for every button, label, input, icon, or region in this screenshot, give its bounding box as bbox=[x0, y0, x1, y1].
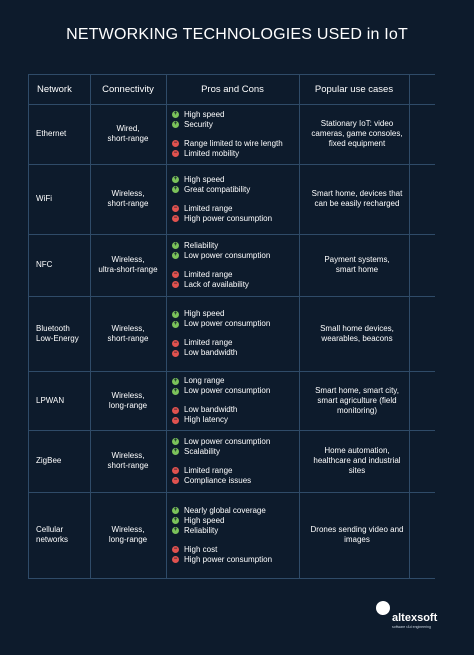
connectivity-line: long-range bbox=[108, 535, 148, 544]
header-pros-cons: Pros and Cons bbox=[201, 83, 264, 95]
use-case-line: monitoring) bbox=[336, 405, 377, 415]
plus-icon: + bbox=[173, 507, 178, 513]
pro-item bbox=[172, 175, 224, 185]
pro-item bbox=[172, 185, 250, 195]
con-item bbox=[172, 348, 237, 358]
con-text: Limited range bbox=[184, 338, 233, 347]
minus-icon: − bbox=[173, 140, 178, 146]
con-text: Low bandwidth bbox=[184, 348, 238, 357]
plus-icon: + bbox=[173, 377, 178, 384]
use-case-line: wearables, beacons bbox=[321, 333, 393, 343]
cell-pros-cons bbox=[172, 164, 300, 234]
pro-text: Low power consumption bbox=[184, 250, 271, 260]
minus-icon: − bbox=[173, 271, 178, 277]
cell-network: LPWAN bbox=[36, 395, 65, 405]
con-item bbox=[172, 204, 232, 214]
use-case-line: Stationary IoT: video bbox=[320, 119, 394, 128]
use-case-line: Home automation, bbox=[324, 446, 390, 455]
pro-item bbox=[172, 516, 224, 526]
pro-text: High speed bbox=[184, 174, 225, 184]
pro-text: High speed bbox=[184, 515, 225, 525]
use-case-line: smart agriculture (field bbox=[317, 395, 397, 405]
pro-text: Low power consumption bbox=[184, 436, 271, 446]
cell-use-cases bbox=[304, 104, 410, 164]
con-text: Limited range bbox=[184, 465, 233, 475]
plus-icon: + bbox=[173, 176, 178, 182]
use-case-line: images bbox=[344, 535, 370, 544]
minus-icon: − bbox=[173, 281, 178, 287]
cell-pros-cons bbox=[172, 296, 300, 371]
cell-network: Ethernet bbox=[36, 129, 67, 138]
minus-icon: − bbox=[173, 215, 178, 221]
use-case-line: Smart home, smart city, bbox=[315, 385, 399, 395]
cell-pros-cons bbox=[172, 430, 300, 492]
pro-text: High speed bbox=[184, 309, 225, 318]
cell-connectivity bbox=[92, 164, 164, 234]
pro-item bbox=[172, 376, 224, 386]
con-text: Range limited to wire length bbox=[184, 138, 283, 148]
con-item bbox=[172, 555, 272, 565]
con-text: High cost bbox=[184, 544, 218, 554]
network-name-line: networks bbox=[36, 535, 69, 544]
pro-item bbox=[172, 437, 270, 447]
minus-icon: − bbox=[173, 205, 178, 211]
con-text: High latency bbox=[184, 415, 229, 424]
use-case-line: smart home bbox=[335, 265, 379, 274]
minus-icon: − bbox=[173, 556, 178, 562]
cell-network bbox=[36, 296, 86, 371]
con-item bbox=[172, 270, 232, 280]
pro-text: Scalability bbox=[184, 446, 221, 456]
con-item bbox=[172, 149, 239, 159]
pro-item bbox=[172, 447, 220, 457]
cell-use-cases bbox=[304, 296, 410, 371]
cell-network: WiFi bbox=[36, 194, 52, 203]
con-text: High power consumption bbox=[184, 554, 273, 564]
cell-connectivity bbox=[92, 234, 164, 296]
con-item bbox=[172, 405, 237, 415]
con-text: Compliance issues bbox=[184, 475, 252, 485]
networking-table bbox=[28, 74, 435, 579]
header-network: Network bbox=[37, 83, 72, 95]
logo-tagline: software r&d engineering bbox=[392, 625, 431, 629]
use-case-line: Payment systems, bbox=[324, 255, 390, 264]
connectivity-line: short-range bbox=[107, 134, 149, 143]
minus-icon: − bbox=[173, 477, 178, 483]
connectivity-line: short-range bbox=[107, 333, 149, 343]
con-text: Lack of availability bbox=[184, 279, 249, 289]
cell-use-cases bbox=[304, 234, 410, 296]
plus-icon: + bbox=[173, 387, 178, 394]
con-text: High power consumption bbox=[184, 213, 273, 223]
network-name-line: Low-Energy bbox=[36, 333, 79, 343]
pro-item bbox=[172, 526, 218, 536]
table-rule bbox=[166, 74, 167, 579]
pro-text: Security bbox=[184, 119, 213, 129]
table-rule bbox=[90, 74, 91, 579]
use-case-line: fixed equipment bbox=[328, 139, 386, 148]
pro-item bbox=[172, 251, 270, 261]
minus-icon: − bbox=[173, 467, 178, 473]
connectivity-line: short-range bbox=[107, 461, 149, 470]
use-case-line: Small home devices, bbox=[320, 323, 394, 333]
connectivity-line: Wireless, bbox=[111, 451, 145, 460]
use-case-line: Smart home, devices that bbox=[311, 189, 403, 198]
con-item bbox=[172, 466, 232, 476]
plus-icon: + bbox=[173, 310, 178, 317]
cell-network: NFC bbox=[36, 260, 53, 269]
con-text: Limited range bbox=[184, 269, 233, 279]
connectivity-line: short-range bbox=[107, 199, 149, 208]
con-item bbox=[172, 545, 217, 555]
pro-item bbox=[172, 506, 266, 516]
header-connectivity: Connectivity bbox=[102, 83, 154, 95]
connectivity-line: ultra-short-range bbox=[98, 265, 158, 274]
cell-use-cases bbox=[304, 164, 410, 234]
pro-text: Reliability bbox=[184, 240, 219, 250]
pro-text: Low power consumption bbox=[184, 319, 271, 328]
use-case-line: sites bbox=[348, 466, 366, 475]
cell-connectivity bbox=[92, 492, 164, 578]
pro-text: Reliability bbox=[184, 525, 219, 535]
con-item bbox=[172, 280, 249, 290]
network-name-line: Cellular bbox=[36, 525, 64, 534]
header-use-cases: Popular use cases bbox=[314, 83, 394, 95]
connectivity-line: Wireless, bbox=[111, 390, 145, 400]
con-text: Limited mobility bbox=[184, 148, 240, 158]
table-rule bbox=[28, 74, 29, 579]
cell-use-cases bbox=[304, 430, 410, 492]
cell-pros-cons bbox=[172, 492, 300, 578]
connectivity-line: Wireless, bbox=[111, 255, 145, 264]
con-item bbox=[172, 476, 251, 486]
pro-text: Low power consumption bbox=[184, 386, 271, 395]
plus-icon: + bbox=[173, 527, 178, 533]
use-case-line: Drones sending video and bbox=[310, 525, 404, 534]
minus-icon: − bbox=[173, 339, 178, 346]
cell-connectivity bbox=[92, 371, 164, 430]
minus-icon: − bbox=[173, 406, 178, 413]
network-name-line: Bluetooth bbox=[36, 323, 70, 333]
plus-icon: + bbox=[173, 448, 178, 454]
pro-text: Great compatibility bbox=[184, 184, 251, 194]
plus-icon: + bbox=[173, 320, 178, 327]
plus-icon: + bbox=[173, 121, 178, 127]
plus-icon: + bbox=[173, 517, 178, 523]
logo-mark-icon bbox=[376, 601, 390, 615]
con-text: Low bandwidth bbox=[184, 405, 238, 414]
use-case-line: healthcare and industrial bbox=[313, 456, 401, 465]
plus-icon: + bbox=[173, 111, 178, 117]
use-case-line: can be easily recharged bbox=[314, 199, 400, 208]
cell-network bbox=[36, 492, 86, 578]
logo-name: altexsoft bbox=[392, 612, 438, 624]
plus-icon: + bbox=[173, 186, 178, 192]
cell-pros-cons bbox=[172, 371, 300, 430]
cell-connectivity bbox=[92, 104, 164, 164]
con-item bbox=[172, 139, 283, 149]
connectivity-line: long-range bbox=[108, 400, 148, 410]
pro-text: Nearly global coverage bbox=[184, 505, 266, 515]
pro-item bbox=[172, 241, 218, 251]
altexsoft-logo bbox=[372, 600, 442, 634]
pro-item bbox=[172, 110, 224, 120]
page-title: NETWORKING TECHNOLOGIES USED in IoT bbox=[66, 26, 408, 43]
pro-text: Long range bbox=[184, 376, 225, 385]
cell-pros-cons bbox=[172, 104, 300, 164]
cell-pros-cons bbox=[172, 234, 300, 296]
plus-icon: + bbox=[173, 242, 178, 248]
con-item bbox=[172, 214, 272, 224]
cell-connectivity bbox=[92, 296, 164, 371]
connectivity-line: Wireless, bbox=[111, 323, 145, 333]
plus-icon: + bbox=[173, 252, 178, 258]
plus-icon: + bbox=[173, 438, 178, 444]
pro-text: High speed bbox=[184, 109, 225, 119]
connectivity-line: Wireless, bbox=[111, 189, 145, 198]
pro-item bbox=[172, 319, 270, 329]
cell-use-cases bbox=[304, 492, 410, 578]
cell-network: ZigBee bbox=[36, 456, 62, 465]
cell-connectivity bbox=[92, 430, 164, 492]
pro-item bbox=[172, 386, 270, 396]
use-case-line: cameras, game consoles, bbox=[311, 129, 403, 138]
pro-item bbox=[172, 309, 224, 319]
connectivity-line: Wireless, bbox=[111, 525, 145, 534]
minus-icon: − bbox=[173, 546, 178, 552]
con-item bbox=[172, 338, 232, 348]
cell-use-cases bbox=[304, 371, 410, 430]
minus-icon: − bbox=[173, 150, 178, 156]
minus-icon: − bbox=[173, 416, 178, 423]
con-item bbox=[172, 415, 228, 425]
con-text: Limited range bbox=[184, 203, 233, 213]
connectivity-line: Wired, bbox=[116, 124, 140, 133]
pro-item bbox=[172, 120, 213, 130]
minus-icon: − bbox=[173, 349, 178, 356]
